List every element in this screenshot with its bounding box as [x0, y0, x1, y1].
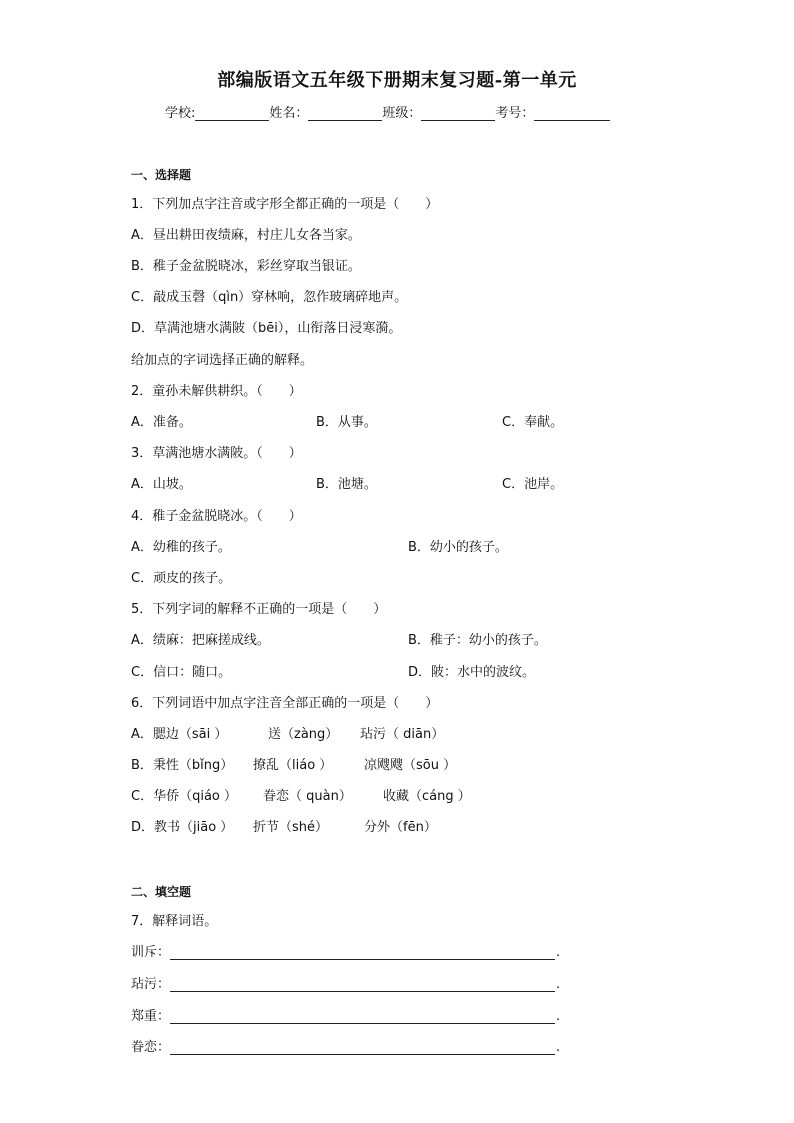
fill-row-2	[131, 973, 560, 992]
student-info-row	[165, 102, 610, 121]
instruction-text: 给加点的字词选择正确的解释。	[131, 353, 314, 368]
q4-stem: 4．稚子金盆脱晓冰。（ ）	[131, 509, 302, 524]
q3-option-b[interactable]: B．池塘。	[316, 477, 377, 492]
line-end-dot: .	[556, 1009, 561, 1024]
q1-option-d[interactable]: D．草满池塘水满陂（bēi），山衔落日浸寒漪。	[131, 321, 402, 336]
q4-option-b[interactable]: B．幼小的孩子。	[408, 540, 508, 555]
q5-option-a[interactable]: A．绩麻：把麻搓成线。	[131, 633, 270, 648]
name-label: 姓名：	[269, 106, 309, 121]
answer-blank[interactable]	[170, 977, 555, 992]
school-blank[interactable]	[195, 106, 269, 121]
q3-stem: 3．草满池塘水满陂。（ ）	[131, 446, 302, 461]
q2-option-a[interactable]: A．准备。	[131, 415, 192, 430]
q1-stem: 1．下列加点字注音或字形全都正确的一项是（ ）	[131, 197, 439, 212]
word-label: 训斥：	[131, 945, 171, 960]
q2-option-c[interactable]: C．奉献。	[502, 415, 564, 430]
q6-option-c[interactable]: C．华侨（qiáo ）	[131, 789, 237, 804]
q6-option-a[interactable]: A．腮边（sāi ）	[131, 727, 228, 742]
q2-option-b[interactable]: B．从事。	[316, 415, 377, 430]
q6-option-d-word3: 分外（fēn）	[364, 820, 437, 835]
fill-row-4	[131, 1036, 560, 1055]
answer-blank[interactable]	[170, 945, 555, 960]
q6-option-b-word3: 凉飕飕（sōu ）	[364, 758, 457, 773]
q3-option-c[interactable]: C．池岸。	[502, 477, 564, 492]
q5-stem: 5．下列字词的解释不正确的一项是（ ）	[131, 602, 387, 617]
q6-option-a-word2: 送（zàng）	[268, 727, 339, 742]
class-label: 班级：	[382, 106, 422, 121]
word-label: 郑重：	[131, 1009, 171, 1024]
line-end-dot: .	[556, 1040, 561, 1055]
page-title: 部编版语文五年级下册期末复习题-第一单元	[217, 70, 577, 91]
number-label: 考号：	[495, 106, 535, 121]
word-label: 玷污：	[131, 977, 171, 992]
q6-option-a-word3: 玷污（ diān）	[360, 727, 445, 742]
q2-stem: 2．童孙未解供耕织。（ ）	[131, 384, 302, 399]
q3-option-a[interactable]: A．山坡。	[131, 477, 192, 492]
q1-option-a[interactable]: A．昼出耕田夜绩麻，村庄儿女各当家。	[131, 228, 361, 243]
fill-row-3	[131, 1005, 560, 1024]
q7-stem: 7．解释词语。	[131, 914, 218, 929]
q4-option-c[interactable]: C．顽皮的孩子。	[131, 571, 232, 586]
q6-option-b[interactable]: B．秉性（bǐng）	[131, 758, 234, 773]
fill-row-1	[131, 941, 560, 960]
q6-option-b-word2: 撩乱（liáo ）	[253, 758, 333, 773]
section-choice: 一、选择题	[131, 168, 192, 182]
line-end-dot: .	[556, 945, 561, 960]
q5-option-b[interactable]: B．稚子：幼小的孩子。	[408, 633, 547, 648]
q4-option-a[interactable]: A．幼稚的孩子。	[131, 540, 231, 555]
q5-option-c[interactable]: C．信口：随口。	[131, 665, 232, 680]
section-fill: 二、填空题	[131, 885, 192, 899]
class-blank[interactable]	[421, 106, 495, 121]
q6-option-c-word3: 收藏（cáng ）	[383, 789, 471, 804]
name-blank[interactable]	[308, 106, 382, 121]
q6-stem: 6．下列词语中加点字注音全部正确的一项是（ ）	[131, 696, 439, 711]
answer-blank[interactable]	[170, 1040, 555, 1055]
q1-option-c[interactable]: C．敲成玉磬（qìn）穿林响，忽作玻璃碎地声。	[131, 290, 408, 305]
word-label: 眷恋：	[131, 1040, 171, 1055]
line-end-dot: .	[556, 977, 561, 992]
q6-option-d-word2: 折节（shé）	[253, 820, 329, 835]
q6-option-c-word2: 眷恋（ quàn）	[263, 789, 352, 804]
school-label: 学校:	[165, 106, 196, 121]
q1-option-b[interactable]: B．稚子金盆脱晓冰，彩丝穿取当银证。	[131, 259, 361, 274]
answer-blank[interactable]	[170, 1009, 555, 1024]
q6-option-d[interactable]: D．教书（jiāo ）	[131, 820, 234, 835]
q5-option-d[interactable]: D．陂：水中的波纹。	[408, 665, 536, 680]
number-blank[interactable]	[534, 106, 610, 121]
